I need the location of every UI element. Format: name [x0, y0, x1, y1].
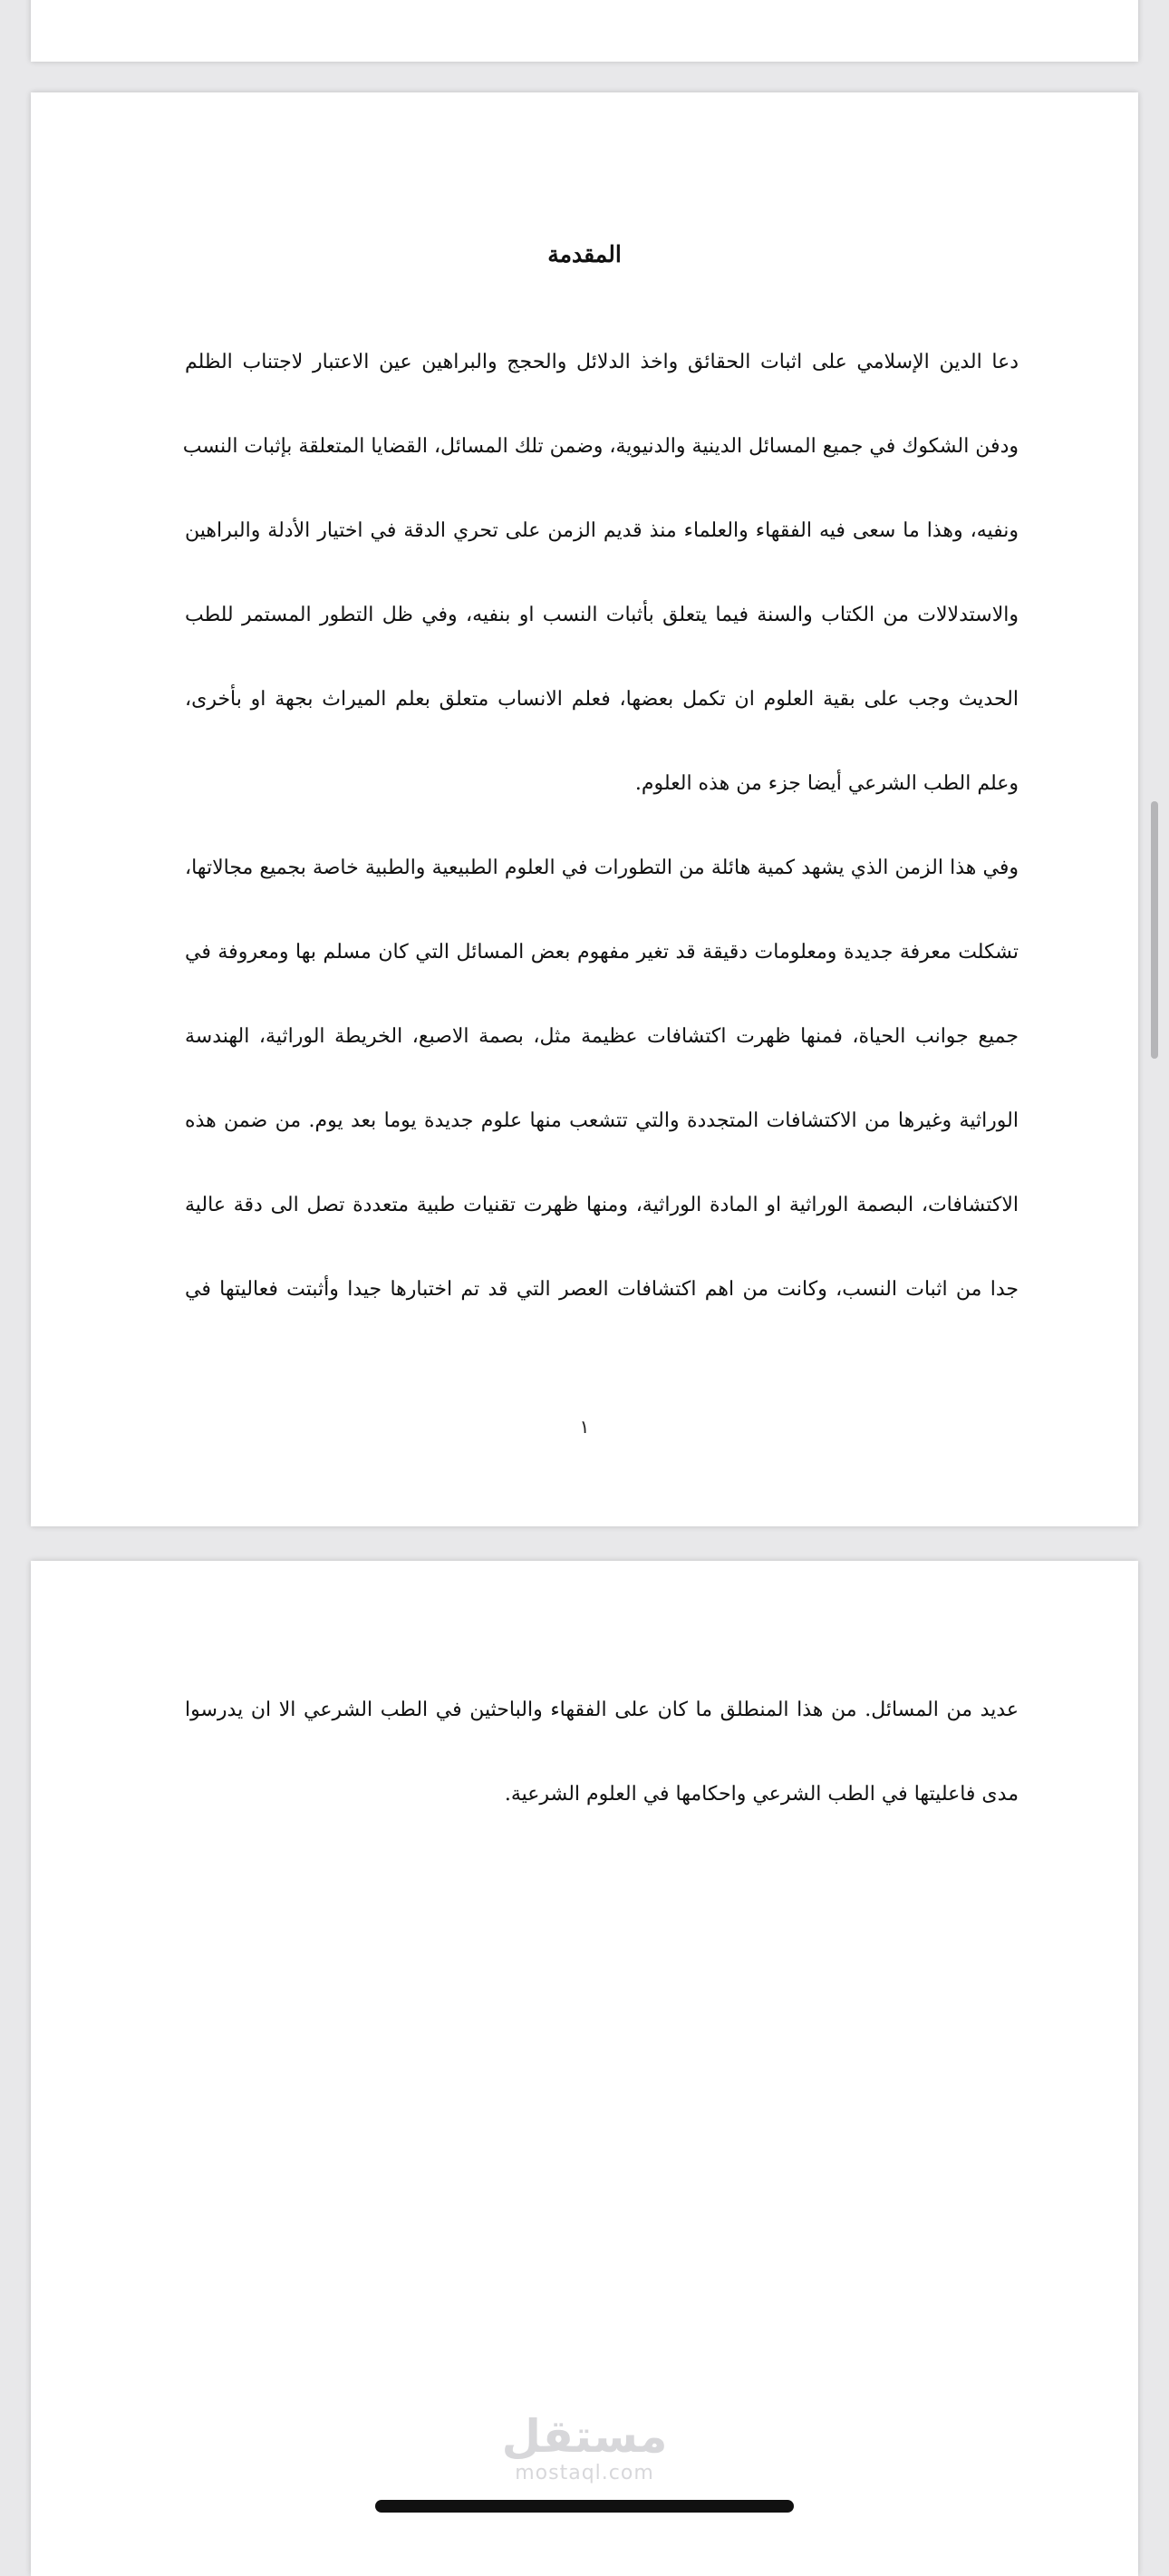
- paragraph-line: عديد من المسائل. من هذا المنطلق ما كان على الفقهاء والباحثين في الطب الشرعي الا ان يدرسوا: [185, 1699, 1019, 1721]
- paragraph-line: الحديث وجب على بقية العلوم ان تكمل بعضها، فعلم الانساب متعلق بعلم الميراث بجهة او بأخرى،: [185, 688, 1019, 711]
- previous-page: [31, 0, 1138, 62]
- page-title: المقدمة: [547, 241, 622, 267]
- paragraph-line: جميع جوانب الحياة، فمنها ظهرت اكتشافات عظيمة مثل، بصمة الاصبع، الخريطة الوراثية، الهندسة: [185, 1025, 1019, 1048]
- paragraph-line: وفي هذا الزمن الذي يشهد كمية هائلة من التطورات في العلوم الطبيعية والطبية خاصة بجميع مجالاتها،: [185, 857, 1019, 879]
- paragraph-line: ودفن الشكوك في جميع المسائل الدينية والدنيوية، وضمن تلك المسائل، القضايا المتعلقة بإثبات النسب: [182, 435, 1019, 458]
- paragraph-line: مدى فاعليتها في الطب الشرعي واحكامها في العلوم الشرعية.: [504, 1783, 1019, 1806]
- watermark-arabic: مستقل: [501, 2410, 668, 2463]
- home-indicator[interactable]: [375, 2500, 794, 2513]
- watermark-latin: mostaql.com: [515, 2462, 654, 2484]
- paragraph-line: وعلم الطب الشرعي أيضا جزء من هذه العلوم.: [634, 772, 1019, 795]
- page-number: ١: [579, 1416, 590, 1438]
- paragraph-line: دعا الدين الإسلامي على اثبات الحقائق واخذ الدلائل والحجج والبراهين عين الاعتبار لاجتناب الظلم: [185, 351, 1019, 373]
- paragraph-line: تشكلت معرفة جديدة ومعلومات دقيقة قد تغير مفهوم بعض المسائل التي كان مسلم بها ومعروفة في: [185, 941, 1019, 964]
- document-page-1: [31, 92, 1138, 1526]
- paragraph-line: ونفيه، وهذا ما سعى فيه الفقهاء والعلماء منذ قديم الزمن على تحري الدقة في اختيار الأدلة والبراهين: [185, 519, 1019, 542]
- paragraph-line: الوراثية وغيرها من الاكتشافات المتجددة والتي تتشعب منها علوم جديدة يوما بعد يوم. من ضمن هذه: [185, 1109, 1019, 1132]
- vertical-scrollbar[interactable]: [1151, 801, 1158, 1059]
- paragraph-line: الاكتشافات، البصمة الوراثية او المادة الوراثية، ومنها ظهرت تقنيات طبية متعددة تصل الى دقة عالية: [185, 1194, 1019, 1216]
- paragraph-line: جدا من اثبات النسب، وكانت من اهم اكتشافات العصر التي قد تم اختبارها جيدا وأثبتت فعاليتها في: [185, 1278, 1019, 1301]
- watermark-logo: [0, 2411, 1169, 2485]
- paragraph-line: والاستدلالات من الكتاب والسنة فيما يتعلق بأثبات النسب او بنفيه، وفي ظل التطور المستمر للطب: [185, 604, 1019, 626]
